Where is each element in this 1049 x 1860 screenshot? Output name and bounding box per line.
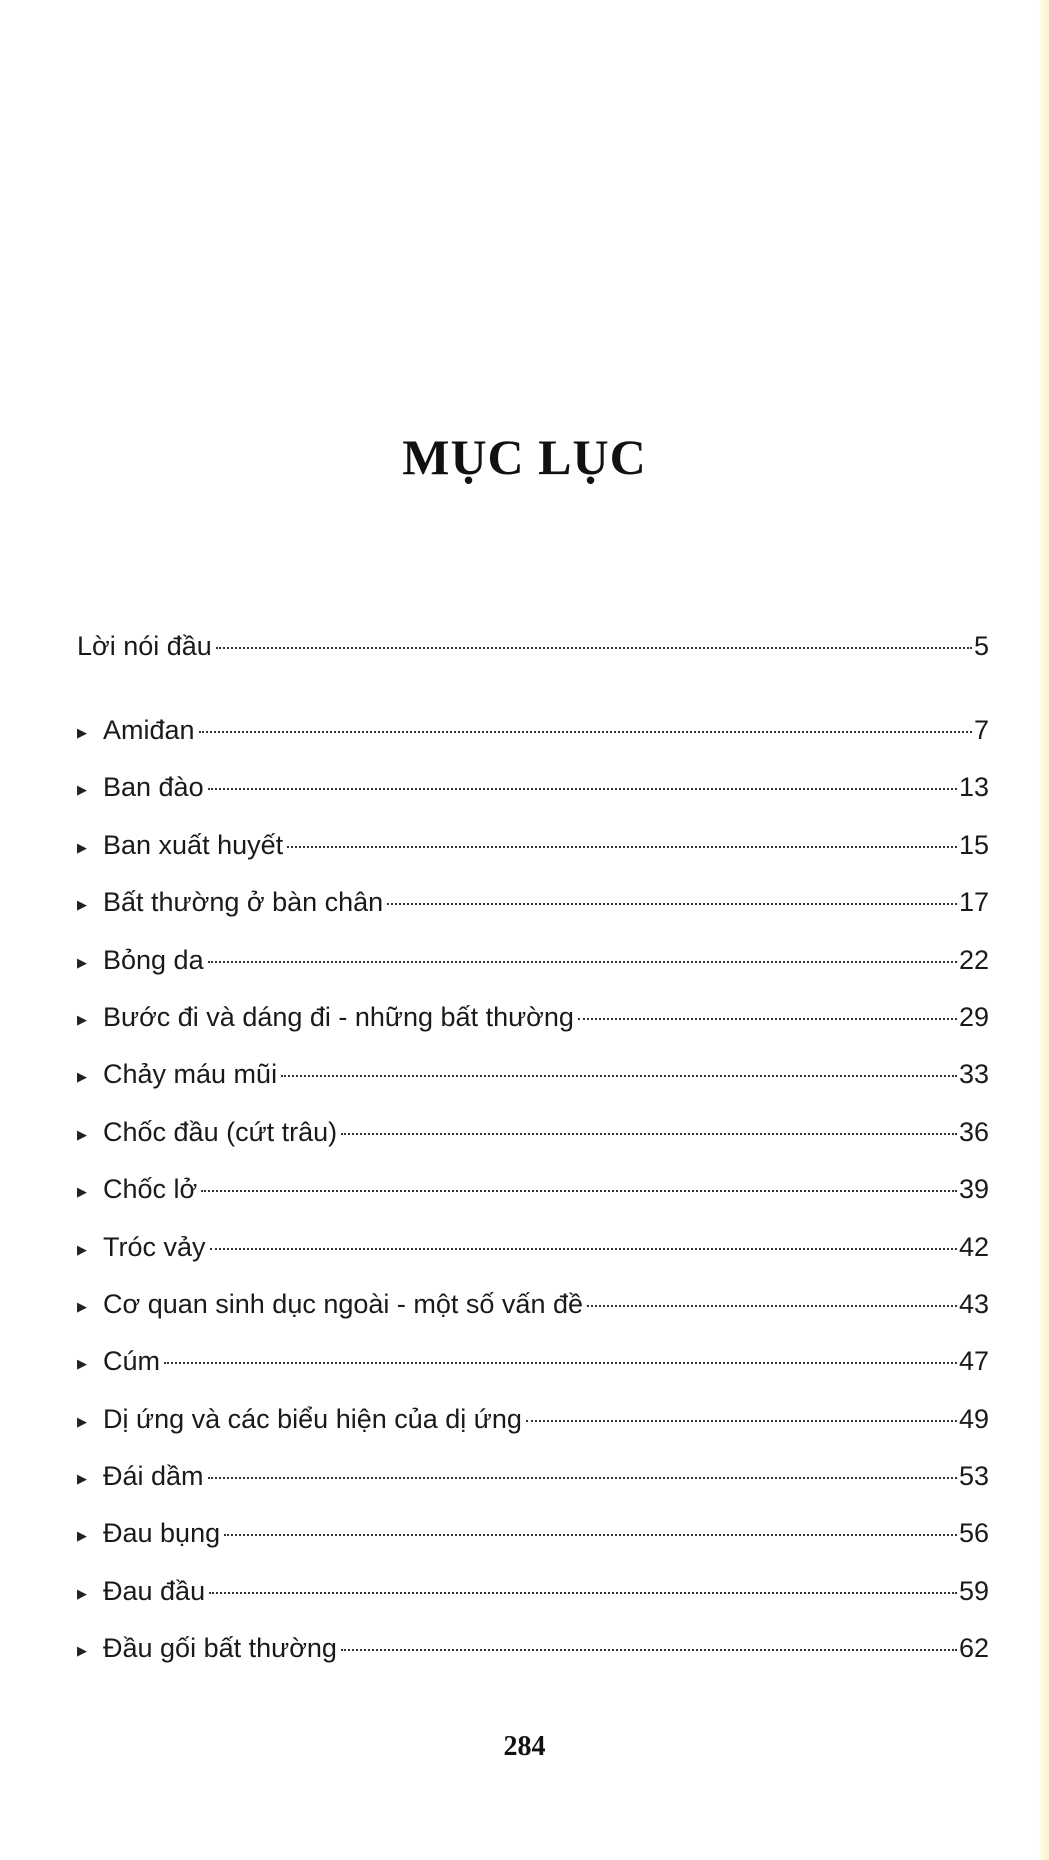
toc-entry[interactable] xyxy=(77,1448,989,1505)
dot-leader xyxy=(526,1420,957,1422)
dot-leader xyxy=(341,1649,957,1651)
toc-entry-label: Lời nói đầu xyxy=(77,631,212,661)
toc-entry-label: Amiđan xyxy=(103,715,195,745)
toc-entry-page: 29 xyxy=(958,1001,989,1032)
toc-entry-label: Đau bụng xyxy=(103,1518,221,1549)
dot-leader xyxy=(164,1362,957,1364)
toc-entry[interactable] xyxy=(77,759,989,816)
bullet-arrow-icon: ▶ xyxy=(77,1184,87,1200)
toc-entry-page: 33 xyxy=(958,1059,989,1090)
toc-entry-label: Bất thường ở bàn chân xyxy=(103,887,384,918)
toc-entry-page: 47 xyxy=(958,1346,989,1377)
toc-entry-label: Cơ quan sinh dục ngoài - một số vấn đề xyxy=(103,1288,583,1319)
toc-entry[interactable] xyxy=(77,702,989,759)
toc-entry-page: 13 xyxy=(958,772,989,803)
dot-leader xyxy=(387,903,957,905)
toc-entry[interactable] xyxy=(77,874,989,931)
toc-entry-label: Dị ứng và các biểu hiện của dị ứng xyxy=(103,1403,522,1434)
toc-entry[interactable] xyxy=(77,817,989,874)
toc-entry-page: 62 xyxy=(958,1633,989,1664)
toc-entry-page: 49 xyxy=(958,1403,989,1434)
toc-entry[interactable] xyxy=(77,1276,989,1333)
toc-entry-page: 56 xyxy=(958,1518,989,1549)
toc-entry-page: 39 xyxy=(958,1174,989,1205)
toc-entry[interactable] xyxy=(77,1563,989,1620)
dot-leader xyxy=(201,1190,957,1192)
bullet-arrow-icon: ▶ xyxy=(77,782,87,798)
dot-leader xyxy=(216,647,972,649)
bullet-arrow-icon: ▶ xyxy=(77,897,87,913)
toc-entry-label: Chảy máu mũi xyxy=(103,1059,278,1090)
toc-entry-page: 42 xyxy=(958,1231,989,1262)
toc-entry[interactable] xyxy=(77,1161,989,1218)
toc-entry[interactable] xyxy=(77,989,989,1046)
bullet-arrow-icon: ▶ xyxy=(77,1011,87,1027)
bullet-arrow-icon: ▶ xyxy=(77,1298,87,1314)
toc-entry-page: 7 xyxy=(973,715,989,745)
toc-entry-label: Đái dầm xyxy=(103,1461,204,1492)
toc-entry[interactable] xyxy=(77,1505,989,1562)
bullet-arrow-icon: ▶ xyxy=(77,1585,87,1601)
dot-leader xyxy=(208,1477,957,1479)
toc-entry-label: Cúm xyxy=(103,1346,161,1377)
dot-leader xyxy=(208,788,957,790)
bullet-arrow-icon: ▶ xyxy=(77,1126,87,1142)
dot-leader xyxy=(199,731,972,733)
bullet-arrow-icon: ▶ xyxy=(77,1471,87,1487)
toc-entry-label: Chốc lở xyxy=(103,1174,198,1205)
toc-entry-page: 17 xyxy=(958,887,989,918)
bullet-arrow-icon: ▶ xyxy=(77,1643,87,1659)
toc-entry-label: Bỏng da xyxy=(103,944,204,975)
dot-leader xyxy=(287,846,957,848)
toc-entry-page: 5 xyxy=(973,631,989,661)
toc-entry-page: 53 xyxy=(958,1461,989,1492)
dot-leader xyxy=(210,1248,957,1250)
dot-leader xyxy=(578,1018,957,1020)
toc-entry-label: Ban xuất huyết xyxy=(103,829,284,860)
dot-leader xyxy=(341,1133,957,1135)
dot-leader xyxy=(587,1305,957,1307)
toc-entry[interactable] xyxy=(77,1391,989,1448)
toc-entry-preface[interactable] xyxy=(77,622,989,702)
toc-entry[interactable] xyxy=(77,1046,989,1103)
toc-entry-page: 59 xyxy=(958,1575,989,1606)
toc-entry-label: Tróc vảy xyxy=(103,1231,206,1262)
toc-entry-label: Bước đi và dáng đi - những bất thường xyxy=(103,1001,574,1032)
toc-entry-label: Đầu gối bất thường xyxy=(103,1633,337,1664)
toc-entry[interactable] xyxy=(77,1333,989,1390)
page-number: 284 xyxy=(503,1731,546,1762)
table-of-contents xyxy=(77,622,989,1678)
toc-entry[interactable] xyxy=(77,1219,989,1276)
bullet-arrow-icon: ▶ xyxy=(77,954,87,970)
page-title: MỤC LỤC xyxy=(402,429,647,485)
dot-leader xyxy=(281,1075,957,1077)
toc-entry-page: 43 xyxy=(958,1288,989,1319)
bullet-arrow-icon: ▶ xyxy=(77,1069,87,1085)
toc-entry-page: 15 xyxy=(958,829,989,860)
toc-entry-label: Đau đầu xyxy=(103,1575,206,1606)
toc-entry-label: Chốc đầu (cứt trâu) xyxy=(103,1116,338,1147)
toc-entry-page: 22 xyxy=(958,944,989,975)
bullet-arrow-icon: ▶ xyxy=(77,1356,87,1372)
dot-leader xyxy=(224,1534,957,1536)
bullet-arrow-icon: ▶ xyxy=(77,1413,87,1429)
bullet-arrow-icon: ▶ xyxy=(77,1528,87,1544)
toc-entry[interactable] xyxy=(77,932,989,989)
toc-entry[interactable] xyxy=(77,1620,989,1677)
page-edge-tint xyxy=(1039,0,1049,1860)
toc-entry-label: Ban đào xyxy=(103,772,204,803)
dot-leader xyxy=(209,1592,957,1594)
bullet-arrow-icon: ▶ xyxy=(77,839,87,855)
dot-leader xyxy=(208,961,957,963)
toc-entry-page: 36 xyxy=(958,1116,989,1147)
toc-entry[interactable] xyxy=(77,1104,989,1161)
bullet-arrow-icon: ▶ xyxy=(77,725,87,740)
bullet-arrow-icon: ▶ xyxy=(77,1241,87,1257)
